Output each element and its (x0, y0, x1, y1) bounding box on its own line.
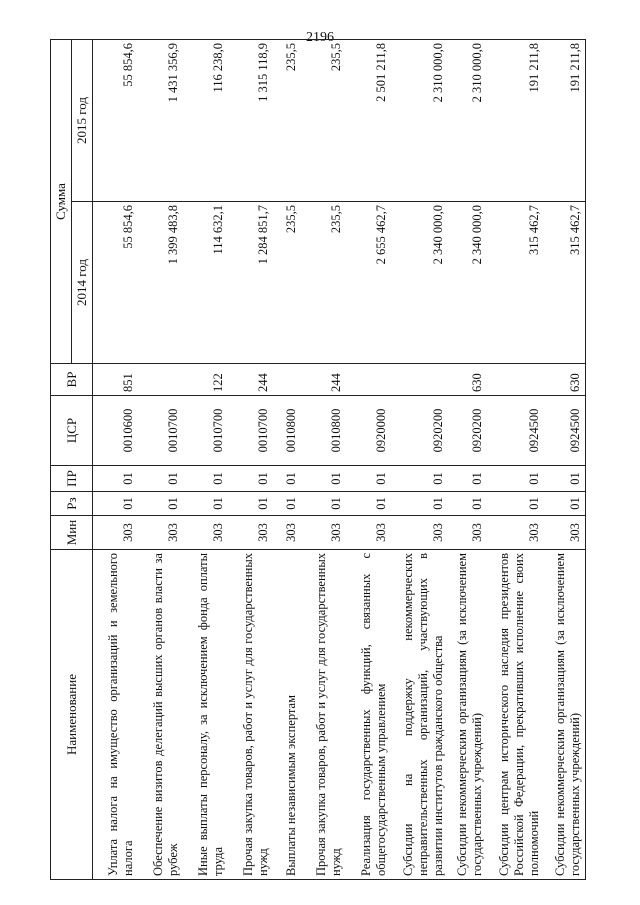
row-min: 303 (301, 516, 346, 550)
row-min: 303 (487, 516, 544, 550)
row-2014: 1 399 483,8 (138, 202, 183, 364)
row-name: Иные выплаты персоналу, за исключением фонда оплаты труда (183, 550, 228, 880)
row-name: Прочая закупка товаров, работ и услуг для государственных нужд (228, 550, 273, 880)
row-pr: 01 (183, 466, 228, 492)
header-sum: Сумма (51, 40, 72, 364)
row-vr (487, 364, 544, 396)
row-vr (273, 364, 301, 396)
row-rz: 01 (301, 492, 346, 516)
row-2015: 116 238,0 (183, 40, 228, 202)
row-csr: 0010700 (228, 396, 273, 466)
table-row (138, 40, 183, 880)
row-vr: 122 (183, 364, 228, 396)
row-2014: 315 462,7 (544, 202, 586, 364)
row-name: Прочая закупка товаров, работ и услуг для государственных нужд (301, 550, 346, 880)
row-rz: 01 (487, 492, 544, 516)
row-csr: 0010700 (183, 396, 228, 466)
row-2015: 235,5 (301, 40, 346, 202)
row-vr: 244 (228, 364, 273, 396)
table-row (448, 40, 487, 880)
rotated-budget-table-container (50, 40, 590, 880)
row-name: Выплаты независимым экспертам (273, 550, 301, 880)
header-name: Наименование (51, 550, 93, 880)
table-row (93, 40, 139, 880)
row-name: Субсидии некоммерческим организациям (за исключением государственных учреждений) (544, 550, 586, 880)
row-2014: 235,5 (301, 202, 346, 364)
row-vr: 630 (544, 364, 586, 396)
table-body (93, 40, 586, 880)
row-rz: 01 (448, 492, 487, 516)
row-rz: 01 (183, 492, 228, 516)
table-row (301, 40, 346, 880)
row-pr: 01 (301, 466, 346, 492)
row-vr (346, 364, 391, 396)
page-number: 2196 (306, 30, 334, 45)
row-2015: 191 211,8 (487, 40, 544, 202)
table-row (544, 40, 586, 880)
row-name: Реализация государственных функций, связанных с общегосударственным управлением (346, 550, 391, 880)
row-2014: 235,5 (273, 202, 301, 364)
row-rz: 01 (138, 492, 183, 516)
row-min: 303 (273, 516, 301, 550)
row-min: 303 (346, 516, 391, 550)
row-csr: 0010700 (138, 396, 183, 466)
row-2015: 1 315 118,9 (228, 40, 273, 202)
row-vr: 851 (93, 364, 139, 396)
budget-table (50, 39, 586, 880)
row-min: 303 (544, 516, 586, 550)
row-pr: 01 (273, 466, 301, 492)
row-2015: 2 310 000,0 (391, 40, 448, 202)
row-pr: 01 (544, 466, 586, 492)
row-2015: 2 310 000,0 (448, 40, 487, 202)
row-pr: 01 (93, 466, 139, 492)
row-csr: 0924500 (487, 396, 544, 466)
row-csr: 0010800 (301, 396, 346, 466)
row-vr (391, 364, 448, 396)
row-2014: 2 340 000,0 (448, 202, 487, 364)
row-rz: 01 (391, 492, 448, 516)
header-pr: ПР (51, 466, 93, 492)
row-vr: 244 (301, 364, 346, 396)
row-2014: 2 340 000,0 (391, 202, 448, 364)
row-2015: 1 431 356,9 (138, 40, 183, 202)
row-pr: 01 (346, 466, 391, 492)
header-2014: 2014 год (72, 202, 93, 364)
table-row (183, 40, 228, 880)
row-rz: 01 (228, 492, 273, 516)
row-csr: 0010600 (93, 396, 139, 466)
row-2015: 55 854,6 (93, 40, 139, 202)
row-min: 303 (391, 516, 448, 550)
row-rz: 01 (93, 492, 139, 516)
table-row (228, 40, 273, 880)
row-pr: 01 (228, 466, 273, 492)
row-csr: 0010800 (273, 396, 301, 466)
row-name: Уплата налога на имущество организаций и земельного налога (93, 550, 139, 880)
row-min: 303 (93, 516, 139, 550)
row-pr: 01 (391, 466, 448, 492)
row-2014: 55 854,6 (93, 202, 139, 364)
row-csr: 0920200 (448, 396, 487, 466)
header-2015: 2015 год (72, 40, 93, 202)
row-vr: 630 (448, 364, 487, 396)
row-name: Субсидии на поддержку некоммерческих неправительственных организаций, участвующих в развитии институтов гражданского общества (391, 550, 448, 880)
row-csr: 0924500 (544, 396, 586, 466)
table-row (487, 40, 544, 880)
row-2015: 235,5 (273, 40, 301, 202)
row-csr: 0920200 (391, 396, 448, 466)
table-row (346, 40, 391, 880)
row-min: 303 (228, 516, 273, 550)
row-min: 303 (448, 516, 487, 550)
header-min: Мин (51, 516, 93, 550)
row-name: Субсидии центрам исторического наследия президентов Российской Федерации, прекративших исполнение своих полномочий (487, 550, 544, 880)
row-min: 303 (138, 516, 183, 550)
header-csr: ЦСР (51, 396, 93, 466)
table-row (273, 40, 301, 880)
row-rz: 01 (544, 492, 586, 516)
row-2014: 114 632,1 (183, 202, 228, 364)
row-name: Обеспечение визитов делегаций высших органов власти за рубеж (138, 550, 183, 880)
row-rz: 01 (273, 492, 301, 516)
table-row (391, 40, 448, 880)
row-2014: 2 655 462,7 (346, 202, 391, 364)
row-pr: 01 (448, 466, 487, 492)
row-name: Субсидии некоммерческим организациям (за исключением государственных учреждений) (448, 550, 487, 880)
row-pr: 01 (138, 466, 183, 492)
row-2014: 1 284 851,7 (228, 202, 273, 364)
row-csr: 0920000 (346, 396, 391, 466)
table-header (51, 40, 93, 880)
row-2015: 2 501 211,8 (346, 40, 391, 202)
header-rz: Рз (51, 492, 93, 516)
row-pr: 01 (487, 466, 544, 492)
row-2014: 315 462,7 (487, 202, 544, 364)
row-2015: 191 211,8 (544, 40, 586, 202)
row-rz: 01 (346, 492, 391, 516)
row-vr (138, 364, 183, 396)
row-min: 303 (183, 516, 228, 550)
header-vr: ВР (51, 364, 93, 396)
